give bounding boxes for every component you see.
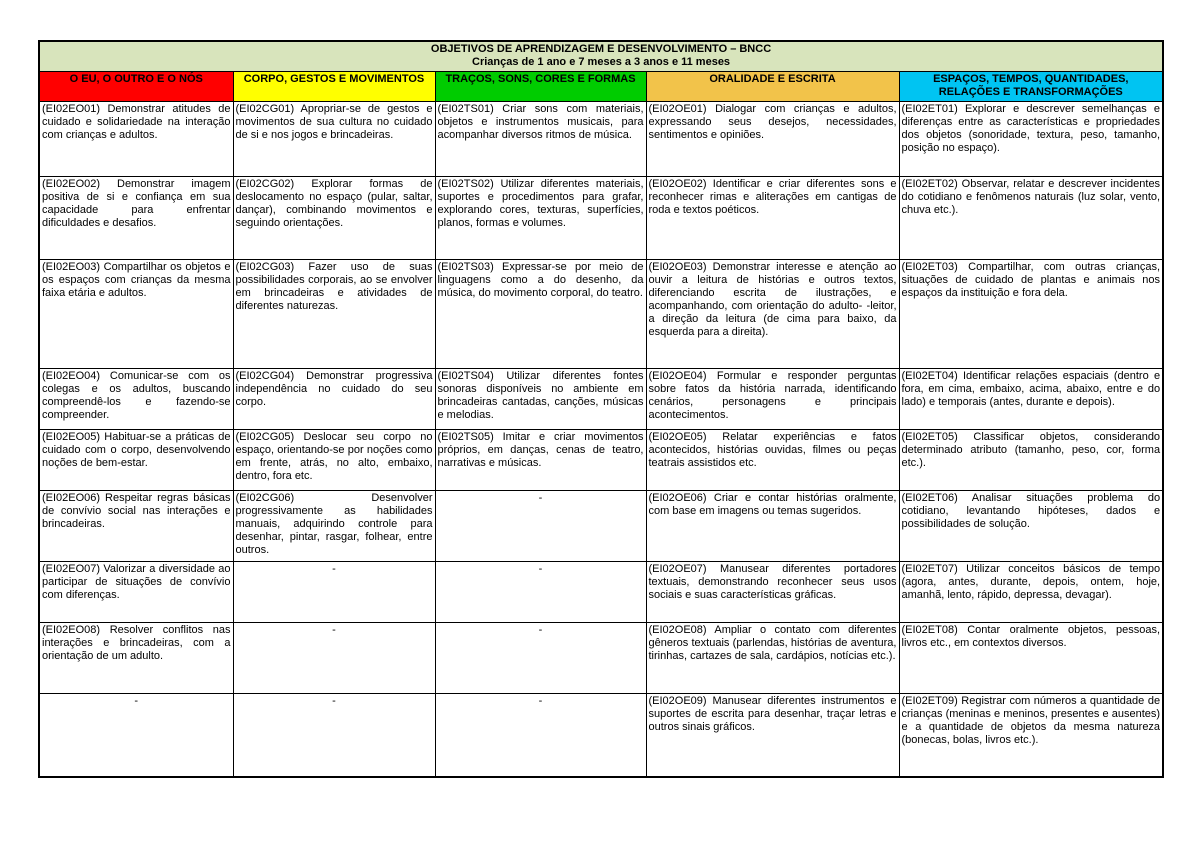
objective-cell: (EI02ET02) Observar, relatar e descrever incidentes do cotidiano e fenômenos naturais (luz solar, vento, chuva etc.). xyxy=(899,177,1163,260)
objective-cell: (EI02OE04) Formular e responder perguntas sobre fatos da história narrada, identificando cenários, personagens e principais acontecimentos. xyxy=(646,369,899,430)
table-row xyxy=(39,562,1163,623)
column-header-espacos-tempos: ESPAÇOS, TEMPOS, QUANTIDADES, RELAÇÕES E TRANSFORMAÇÕES xyxy=(899,72,1163,102)
objective-cell: (EI02TS01) Criar sons com materiais, objetos e instrumentos musicais, para acompanhar diversos ritmos de música. xyxy=(435,102,646,177)
column-header-oralidade-escrita: ORALIDADE E ESCRITA xyxy=(646,72,899,102)
objective-cell: (EI02ET08) Contar oralmente objetos, pessoas, livros etc., em contextos diversos. xyxy=(899,623,1163,694)
objective-cell: (EI02OE08) Ampliar o contato com diferentes gêneros textuais (parlendas, histórias de aventura, tirinhas, cartazes de sala, cardápios, notícias etc.). xyxy=(646,623,899,694)
objective-cell: - xyxy=(39,694,233,777)
objective-cell: (EI02EO02) Demonstrar imagem positiva de si e confiança em sua capacidade para enfrentar dificuldades e desafios. xyxy=(39,177,233,260)
table-row xyxy=(39,369,1163,430)
table-title: OBJETIVOS DE APRENDIZAGEM E DESENVOLVIMENTO – BNCC xyxy=(430,43,772,55)
bncc-objectives-table xyxy=(38,40,1164,778)
objective-cell: (EI02EO03) Compartilhar os objetos e os espaços com crianças da mesma faixa etária e adultos. xyxy=(39,260,233,369)
objective-cell: (EI02EO05) Habituar-se a práticas de cuidado com o corpo, desenvolvendo noções de bem-estar. xyxy=(39,430,233,491)
objective-cell: (EI02CG01) Apropriar-se de gestos e movimentos de sua cultura no cuidado de si e nos jogos e brincadeiras. xyxy=(233,102,435,177)
objective-cell: (EI02CG06) Desenvolver progressivamente as habilidades manuais, adquirindo controle para desenhar, pintar, rasgar, folhear, entre outros. xyxy=(233,491,435,562)
objective-cell: (EI02EO07) Valorizar a diversidade ao participar de situações de convívio com diferenças. xyxy=(39,562,233,623)
objective-cell: - xyxy=(435,562,646,623)
objective-cell: (EI02EO08) Resolver conflitos nas interações e brincadeiras, com a orientação de um adulto. xyxy=(39,623,233,694)
objective-cell: - xyxy=(435,623,646,694)
objective-cell: (EI02CG04) Demonstrar progressiva independência no cuidado do seu corpo. xyxy=(233,369,435,430)
objective-cell: (EI02CG03) Fazer uso de suas possibilidades corporais, ao se envolver em brincadeiras e atividades de diferentes naturezas. xyxy=(233,260,435,369)
objective-cell: (EI02OE07) Manusear diferentes portadores textuais, demonstrando reconhecer seus usos sociais e suas características gráficas. xyxy=(646,562,899,623)
objective-cell: (EI02OE06) Criar e contar histórias oralmente, com base em imagens ou temas sugeridos. xyxy=(646,491,899,562)
objective-cell: (EI02OE01) Dialogar com crianças e adultos, expressando seus desejos, necessidades, sentimentos e opiniões. xyxy=(646,102,899,177)
objective-cell: (EI02TS03) Expressar-se por meio de linguagens como a do desenho, da música, do movimento corporal, do teatro. xyxy=(435,260,646,369)
table-row xyxy=(39,177,1163,260)
objective-cell: (EI02EO01) Demonstrar atitudes de cuidado e solidariedade na interação com crianças e adultos. xyxy=(39,102,233,177)
objective-cell: (EI02TS04) Utilizar diferentes fontes sonoras disponíveis no ambiente em brincadeiras cantadas, canções, músicas e melodias. xyxy=(435,369,646,430)
objective-cell: (EI02ET04) Identificar relações espaciais (dentro e fora, em cima, embaixo, acima, abaixo, entre e do lado) e temporais (antes, durante e depois). xyxy=(899,369,1163,430)
objective-cell: (EI02ET06) Analisar situações problema do cotidiano, levantando hipóteses, dados e possibilidades de solução. xyxy=(899,491,1163,562)
table-body xyxy=(39,102,1163,777)
objective-cell: (EI02ET05) Classificar objetos, considerando determinado atributo (tamanho, peso, cor, forma etc.). xyxy=(899,430,1163,491)
table-header xyxy=(39,41,1163,102)
table-row xyxy=(39,102,1163,177)
column-header-eu-outro-nos: O EU, O OUTRO E O NÓS xyxy=(39,72,233,102)
column-header-row xyxy=(39,72,1163,102)
objective-cell: (EI02ET09) Registrar com números a quantidade de crianças (meninas e meninos, presentes e ausentes) e a quantidade de objetos da mesma natureza (bonecas, bolas, livros etc.). xyxy=(899,694,1163,777)
objective-cell: (EI02ET03) Compartilhar, com outras crianças, situações de cuidado de plantas e animais nos espaços da instituição e fora dela. xyxy=(899,260,1163,369)
objective-cell: (EI02OE03) Demonstrar interesse e atenção ao ouvir a leitura de histórias e outros textos, diferenciando escrita de ilustrações, e acompanhando, com orientação do adulto- -leitor, a direção da leitura (de cima para baixo, da esquerda para a direita). xyxy=(646,260,899,369)
objective-cell: (EI02CG05) Deslocar seu corpo no espaço, orientando-se por noções como em frente, atrás, no alto, embaixo, dentro, fora etc. xyxy=(233,430,435,491)
objective-cell: - xyxy=(233,562,435,623)
objective-cell: - xyxy=(233,623,435,694)
objective-cell: - xyxy=(435,491,646,562)
objective-cell: - xyxy=(233,694,435,777)
objective-cell: (EI02TS05) Imitar e criar movimentos próprios, em danças, cenas de teatro, narrativas e músicas. xyxy=(435,430,646,491)
objective-cell: (EI02OE05) Relatar experiências e fatos acontecidos, histórias ouvidas, filmes ou peças teatrais assistidos etc. xyxy=(646,430,899,491)
objective-cell: (EI02CG02) Explorar formas de deslocamento no espaço (pular, saltar, dançar), combinando movimentos e seguindo orientações. xyxy=(233,177,435,260)
objective-cell: (EI02EO06) Respeitar regras básicas de convívio social nas interações e brincadeiras. xyxy=(39,491,233,562)
table-row xyxy=(39,260,1163,369)
table-row xyxy=(39,430,1163,491)
title-row xyxy=(39,41,1163,72)
objective-cell: - xyxy=(435,694,646,777)
table-row xyxy=(39,694,1163,777)
objective-cell: (EI02OE09) Manusear diferentes instrumentos e suportes de escrita para desenhar, traçar letras e outros sinais gráficos. xyxy=(646,694,899,777)
objective-cell: (EI02ET07) Utilizar conceitos básicos de tempo (agora, antes, durante, depois, ontem, hoje, amanhã, lento, rápido, depressa, devagar). xyxy=(899,562,1163,623)
table-title-cell xyxy=(39,41,1163,72)
table-row xyxy=(39,491,1163,562)
table-row xyxy=(39,623,1163,694)
objective-cell: (EI02OE02) Identificar e criar diferentes sons e reconhecer rimas e aliterações em cantigas de roda e textos poéticos. xyxy=(646,177,899,260)
column-header-corpo-gestos: CORPO, GESTOS E MOVIMENTOS xyxy=(233,72,435,102)
column-header-tracos-sons: TRAÇOS, SONS, CORES E FORMAS xyxy=(435,72,646,102)
objective-cell: (EI02ET01) Explorar e descrever semelhanças e diferenças entre as características e propriedades dos objetos (sonoridade, textura, peso, tamanho, posição no espaço). xyxy=(899,102,1163,177)
objective-cell: (EI02EO04) Comunicar-se com os colegas e os adultos, buscando compreendê-los e fazendo-se compreender. xyxy=(39,369,233,430)
table-subtitle: Crianças de 1 ano e 7 meses a 3 anos e 11 meses xyxy=(472,56,731,68)
objective-cell: (EI02TS02) Utilizar diferentes materiais, suportes e procedimentos para grafar, explorando cores, texturas, superfícies, planos, formas e volumes. xyxy=(435,177,646,260)
